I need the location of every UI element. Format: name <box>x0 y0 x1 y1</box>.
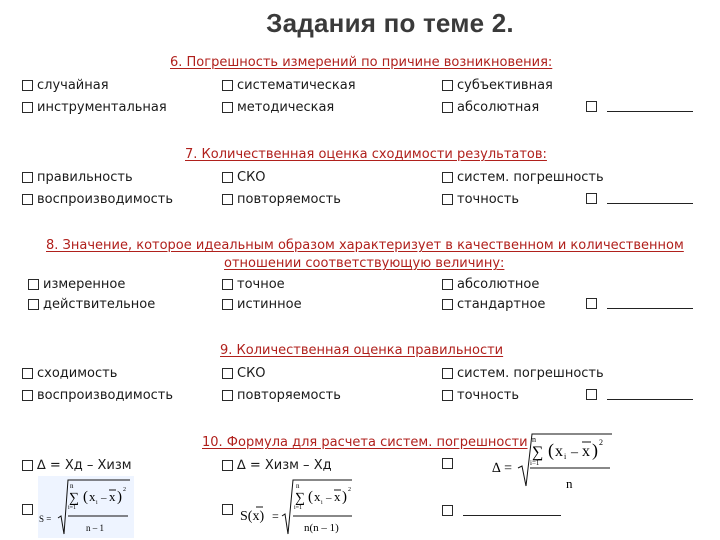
checkbox-icon[interactable] <box>222 172 233 183</box>
question-7: 7. Количественная оценка сходимости результатов: <box>185 147 547 162</box>
blank-line[interactable] <box>607 192 693 204</box>
formula-delta-eq: ∆ = <box>492 461 512 476</box>
checkbox-icon[interactable] <box>442 102 453 113</box>
checkbox-option[interactable] <box>22 388 173 403</box>
formula-denominator-n: n <box>566 476 573 491</box>
checkbox-icon[interactable] <box>28 299 39 310</box>
option-label: истинное <box>237 297 302 312</box>
close-paren-icon: ) <box>342 489 347 505</box>
checkbox-icon[interactable] <box>222 80 233 91</box>
page-title: Задания по теме 2. <box>266 8 514 38</box>
checkbox-icon[interactable] <box>22 504 33 515</box>
question-8-line-1: 8. Значение, которое идеальным образом характеризует в качественном и количественном <box>46 238 684 253</box>
option-label: систем. погрешность <box>457 366 604 381</box>
checkbox-icon[interactable] <box>442 390 453 401</box>
checkbox-option[interactable] <box>22 100 167 115</box>
checkbox-option[interactable] <box>222 388 341 403</box>
formula-denominator: n – 1 <box>86 523 104 533</box>
checkbox-option[interactable] <box>442 366 604 381</box>
formula-sum-bottom: i=1 <box>530 459 540 467</box>
checkbox-option[interactable] <box>222 297 302 312</box>
checkbox-icon[interactable] <box>22 460 33 471</box>
checkbox-icon[interactable] <box>222 279 233 290</box>
open-paren-icon: ( <box>548 440 554 460</box>
checkbox-icon[interactable] <box>442 279 453 290</box>
checkbox-option[interactable] <box>442 388 519 403</box>
blank-answer-field[interactable] <box>586 192 693 204</box>
checkbox-option[interactable] <box>222 504 237 515</box>
question-6: 6. Погрешность измерений по причине возникновения: <box>170 55 553 70</box>
checkbox-icon[interactable] <box>442 458 453 469</box>
close-paren-icon: ) <box>117 489 122 505</box>
question-9: 9. Количественная оценка правильности <box>220 343 504 358</box>
checkbox-icon[interactable] <box>28 279 39 290</box>
checkbox-option[interactable] <box>442 100 539 115</box>
option-label: точное <box>237 277 285 292</box>
formula-denominator: n(n – 1) <box>304 522 339 534</box>
option-label: случайная <box>37 78 109 93</box>
checkbox-option[interactable] <box>222 458 332 473</box>
blank-line[interactable] <box>607 100 693 112</box>
checkbox-icon[interactable] <box>442 172 453 183</box>
formula-sum-top-n: n <box>70 482 74 490</box>
checkbox-option[interactable] <box>442 170 604 185</box>
formula-xi: x <box>314 489 321 504</box>
question-8-line-2: отношении соответствующую величину: <box>224 256 505 271</box>
checkbox-option[interactable] <box>222 277 285 292</box>
checkbox-icon[interactable] <box>222 504 233 515</box>
checkbox-option[interactable] <box>222 170 266 185</box>
option-label: ∆ = Хизм – Хд <box>237 458 332 473</box>
equals-icon: = <box>272 509 279 523</box>
checkbox-option[interactable] <box>442 78 553 93</box>
checkbox-icon[interactable] <box>586 193 597 204</box>
formula-sum-icon: ∑ <box>532 444 544 461</box>
checkbox-option[interactable] <box>28 297 155 312</box>
checkbox-option[interactable] <box>22 366 117 381</box>
checkbox-icon[interactable] <box>22 172 33 183</box>
blank-line[interactable] <box>463 504 561 516</box>
formula-xbar: x <box>582 443 590 460</box>
formula-delta-rms <box>488 428 618 498</box>
formula-sx-eq: S(x) <box>240 509 265 524</box>
formula-sum-top-n: n <box>532 435 536 444</box>
checkbox-icon[interactable] <box>442 368 453 379</box>
formula-minus: – <box>571 445 578 460</box>
checkbox-icon[interactable] <box>222 460 233 471</box>
option-label: повторяемость <box>237 388 341 403</box>
formula-minus: – <box>326 492 332 504</box>
square-exponent-icon: 2 <box>599 438 603 447</box>
checkbox-option[interactable] <box>442 297 545 312</box>
formula-sub-i: i <box>321 500 323 506</box>
formula-minus: – <box>101 492 107 504</box>
option-label: повторяемость <box>237 192 341 207</box>
checkbox-option[interactable] <box>22 170 133 185</box>
option-label: методическая <box>237 100 335 115</box>
formula-sum-bottom: i=1 <box>294 505 303 511</box>
formula-xbar: x <box>109 489 116 504</box>
checkbox-option[interactable] <box>222 366 266 381</box>
formula-sum-icon: ∑ <box>69 491 79 506</box>
close-paren-icon: ) <box>592 440 598 460</box>
checkbox-option[interactable] <box>442 458 457 469</box>
checkbox-option[interactable] <box>28 277 125 292</box>
blank-line[interactable] <box>607 388 693 400</box>
checkbox-icon[interactable] <box>222 390 233 401</box>
checkbox-icon[interactable] <box>442 299 453 310</box>
option-label: воспроизводимость <box>37 388 174 403</box>
formula-xi: x <box>555 443 563 460</box>
checkbox-option[interactable] <box>442 192 519 207</box>
open-paren-icon: ( <box>83 489 88 505</box>
option-label: измеренное <box>43 277 126 292</box>
option-label: абсолютная <box>457 100 540 115</box>
open-paren-icon: ( <box>308 489 313 505</box>
checkbox-icon[interactable] <box>586 101 597 112</box>
checkbox-option[interactable] <box>22 78 109 93</box>
checkbox-icon[interactable] <box>586 298 597 309</box>
checkbox-icon[interactable] <box>586 389 597 400</box>
checkbox-option[interactable] <box>222 78 356 93</box>
formula-sum-top-n: n <box>296 482 300 490</box>
option-label: правильность <box>37 170 133 185</box>
formula-sub-i: i <box>564 452 567 461</box>
option-label: СКО <box>237 170 266 185</box>
option-label: абсолютное <box>457 277 540 292</box>
formula-s-mean <box>238 476 356 538</box>
checkbox-icon[interactable] <box>22 368 33 379</box>
checkbox-icon[interactable] <box>222 102 233 113</box>
checkbox-icon[interactable] <box>22 390 33 401</box>
checkbox-icon[interactable] <box>222 299 233 310</box>
blank-answer-field[interactable] <box>586 388 693 400</box>
blank-answer-field[interactable] <box>586 297 693 309</box>
checkbox-option[interactable] <box>222 192 341 207</box>
checkbox-icon[interactable] <box>442 505 453 516</box>
formula-sum-bottom: i=1 <box>68 505 77 511</box>
option-label: инструментальная <box>37 100 167 115</box>
option-label: субъективная <box>457 78 553 93</box>
option-label: систематическая <box>237 78 356 93</box>
option-label: точность <box>457 388 520 403</box>
option-label: воспроизводимость <box>37 192 174 207</box>
square-exponent-icon: 2 <box>348 487 351 493</box>
formula-s-eq: S = <box>39 514 52 524</box>
checkbox-icon[interactable] <box>222 368 233 379</box>
option-label: действительное <box>43 297 156 312</box>
option-label: систем. погрешность <box>457 170 604 185</box>
checkbox-option[interactable] <box>22 458 132 473</box>
checkbox-option[interactable] <box>442 277 539 292</box>
question-10: 10. Формула для расчета систем. погрешности <box>202 435 528 450</box>
option-label: стандартное <box>457 297 546 312</box>
checkbox-icon[interactable] <box>22 80 33 91</box>
formula-sum-icon: ∑ <box>295 491 305 506</box>
blank-answer-field[interactable] <box>586 100 693 112</box>
checkbox-option[interactable] <box>22 504 37 515</box>
checkbox-icon[interactable] <box>442 80 453 91</box>
option-label: СКО <box>237 366 266 381</box>
checkbox-icon[interactable] <box>22 194 33 205</box>
formula-xi: x <box>89 489 96 504</box>
option-label: сходимость <box>37 366 118 381</box>
option-label: ∆ = Хд – Хизм <box>37 458 132 473</box>
blank-line[interactable] <box>607 297 693 309</box>
checkbox-option[interactable] <box>222 100 334 115</box>
checkbox-icon[interactable] <box>22 102 33 113</box>
blank-answer-field[interactable] <box>442 504 561 516</box>
checkbox-icon[interactable] <box>442 194 453 205</box>
square-exponent-icon: 2 <box>123 487 126 493</box>
checkbox-option[interactable] <box>22 192 173 207</box>
formula-sub-i: i <box>96 500 98 506</box>
option-label: точность <box>457 192 520 207</box>
formula-xbar: x <box>334 489 341 504</box>
formula-s-std <box>38 476 134 538</box>
checkbox-icon[interactable] <box>222 194 233 205</box>
